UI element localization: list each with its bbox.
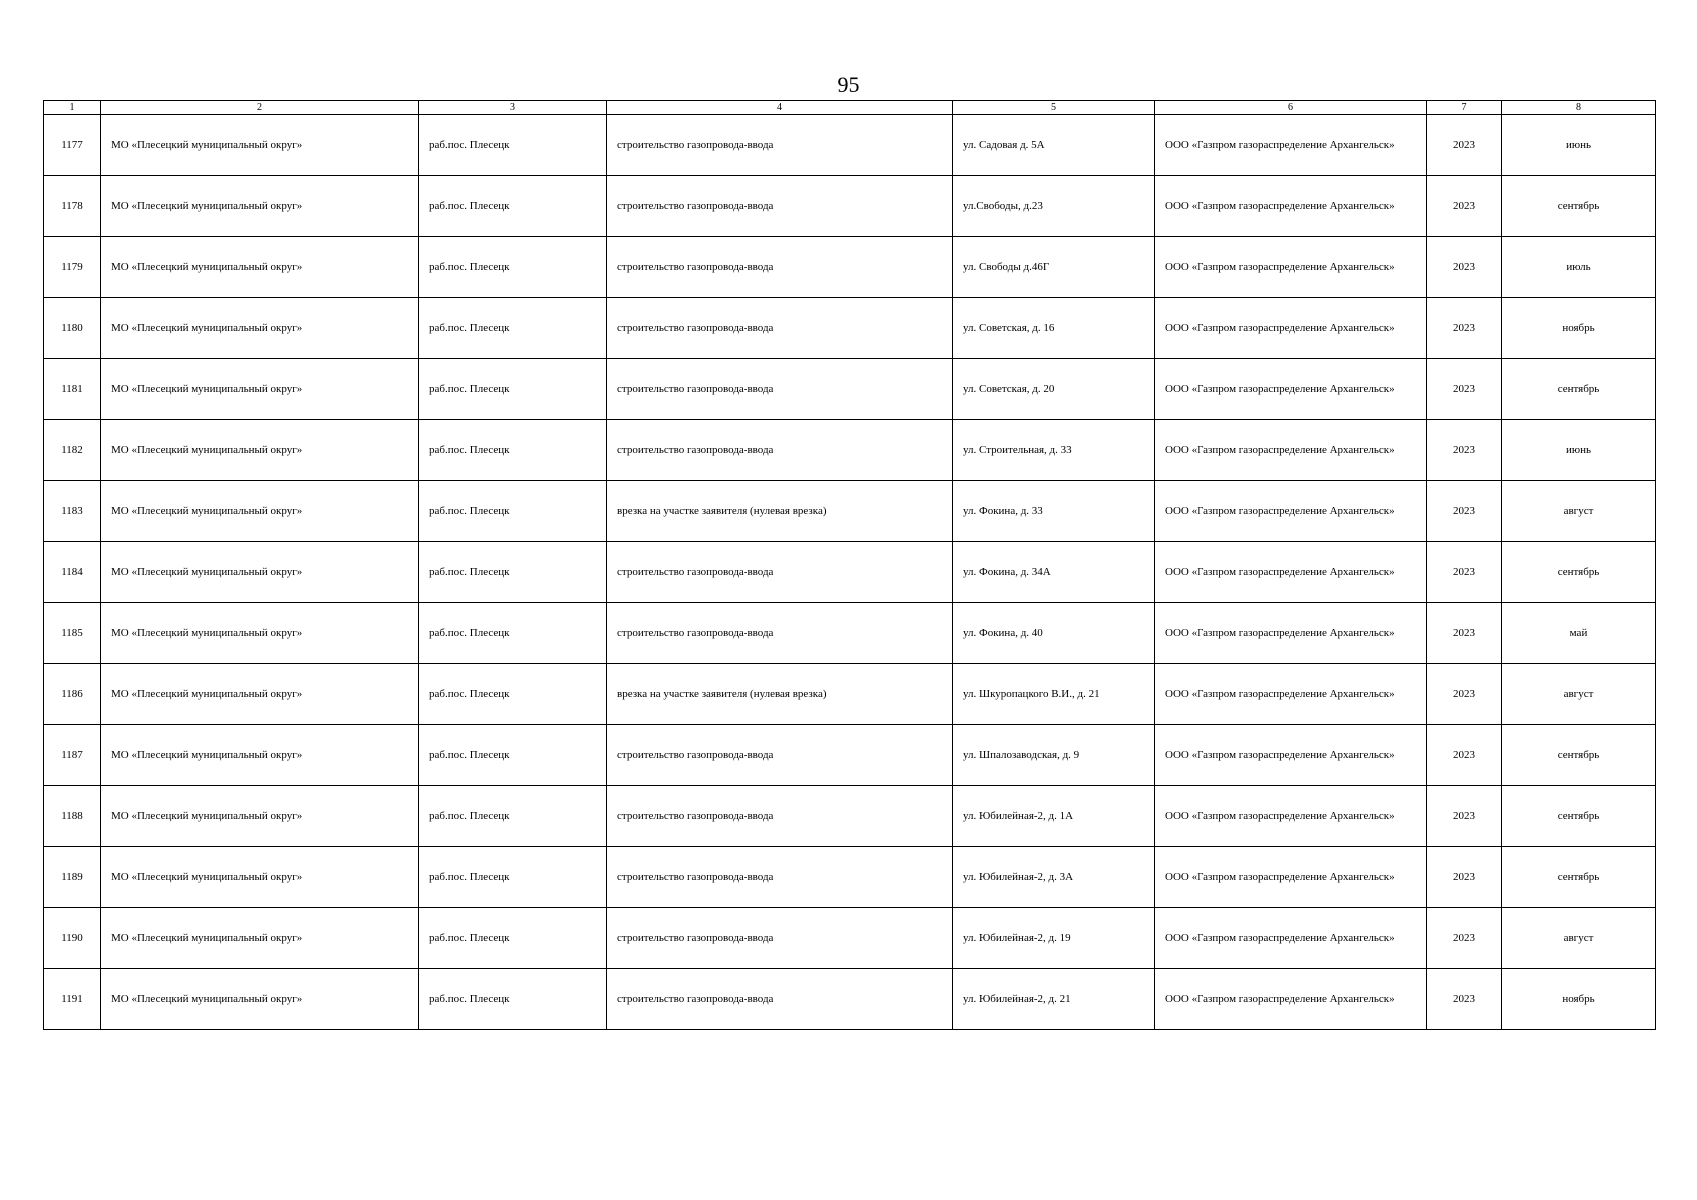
- municipality-cell: МО «Плесецкий муниципальный округ»: [101, 725, 419, 786]
- settlement-cell: раб.пос. Плесецк: [419, 725, 607, 786]
- municipality-cell: МО «Плесецкий муниципальный округ»: [101, 786, 419, 847]
- table-row: [44, 298, 1656, 359]
- work-type-cell: врезка на участке заявителя (нулевая врезка): [607, 481, 953, 542]
- address-cell: ул. Советская, д. 20: [953, 359, 1155, 420]
- table-row: [44, 176, 1656, 237]
- organization-cell: ООО «Газпром газораспределение Архангельск»: [1155, 115, 1427, 176]
- row-number-cell: 1177: [44, 115, 101, 176]
- settlement-cell: раб.пос. Плесецк: [419, 786, 607, 847]
- work-type-cell: строительство газопровода-ввода: [607, 847, 953, 908]
- row-number-cell: 1185: [44, 603, 101, 664]
- month-cell: май: [1502, 603, 1656, 664]
- table-row: [44, 359, 1656, 420]
- work-type-cell: строительство газопровода-ввода: [607, 786, 953, 847]
- table-row: [44, 115, 1656, 176]
- organization-cell: ООО «Газпром газораспределение Архангельск»: [1155, 725, 1427, 786]
- month-cell: сентябрь: [1502, 542, 1656, 603]
- column-number-header: 7: [1427, 101, 1502, 115]
- month-cell: июнь: [1502, 115, 1656, 176]
- municipality-cell: МО «Плесецкий муниципальный округ»: [101, 359, 419, 420]
- work-type-cell: строительство газопровода-ввода: [607, 237, 953, 298]
- month-cell: сентябрь: [1502, 359, 1656, 420]
- table-row: [44, 664, 1656, 725]
- month-cell: сентябрь: [1502, 847, 1656, 908]
- month-cell: август: [1502, 664, 1656, 725]
- work-type-cell: врезка на участке заявителя (нулевая врезка): [607, 664, 953, 725]
- municipality-cell: МО «Плесецкий муниципальный округ»: [101, 176, 419, 237]
- municipality-cell: МО «Плесецкий муниципальный округ»: [101, 237, 419, 298]
- row-number-cell: 1179: [44, 237, 101, 298]
- row-number-cell: 1186: [44, 664, 101, 725]
- page-number: 95: [837, 72, 860, 97]
- address-cell: ул. Шпалозаводская, д. 9: [953, 725, 1155, 786]
- column-number-header: 3: [419, 101, 607, 115]
- settlement-cell: раб.пос. Плесецк: [419, 359, 607, 420]
- organization-cell: ООО «Газпром газораспределение Архангельск»: [1155, 481, 1427, 542]
- row-number-cell: 1191: [44, 969, 101, 1030]
- month-cell: сентябрь: [1502, 176, 1656, 237]
- municipality-cell: МО «Плесецкий муниципальный округ»: [101, 908, 419, 969]
- month-cell: сентябрь: [1502, 786, 1656, 847]
- address-cell: ул. Фокина, д. 40: [953, 603, 1155, 664]
- address-cell: ул. Юбилейная-2, д. 3А: [953, 847, 1155, 908]
- row-number-cell: 1180: [44, 298, 101, 359]
- municipality-cell: МО «Плесецкий муниципальный округ»: [101, 481, 419, 542]
- month-cell: август: [1502, 908, 1656, 969]
- work-type-cell: строительство газопровода-ввода: [607, 725, 953, 786]
- year-cell: 2023: [1427, 908, 1502, 969]
- organization-cell: ООО «Газпром газораспределение Архангельск»: [1155, 664, 1427, 725]
- table-row: [44, 481, 1656, 542]
- work-type-cell: строительство газопровода-ввода: [607, 359, 953, 420]
- table-row: [44, 603, 1656, 664]
- organization-cell: ООО «Газпром газораспределение Архангельск»: [1155, 786, 1427, 847]
- row-number-cell: 1190: [44, 908, 101, 969]
- municipality-cell: МО «Плесецкий муниципальный округ»: [101, 115, 419, 176]
- work-type-cell: строительство газопровода-ввода: [607, 420, 953, 481]
- address-cell: ул. Свободы д.46Г: [953, 237, 1155, 298]
- settlement-cell: раб.пос. Плесецк: [419, 969, 607, 1030]
- settlement-cell: раб.пос. Плесецк: [419, 664, 607, 725]
- organization-cell: ООО «Газпром газораспределение Архангельск»: [1155, 847, 1427, 908]
- table-row: [44, 908, 1656, 969]
- table-row: [44, 420, 1656, 481]
- row-number-cell: 1178: [44, 176, 101, 237]
- month-cell: сентябрь: [1502, 725, 1656, 786]
- work-type-cell: строительство газопровода-ввода: [607, 603, 953, 664]
- row-number-cell: 1187: [44, 725, 101, 786]
- column-number-header: 1: [44, 101, 101, 115]
- month-cell: август: [1502, 481, 1656, 542]
- row-number-cell: 1181: [44, 359, 101, 420]
- settlement-cell: раб.пос. Плесецк: [419, 176, 607, 237]
- column-number-header: 2: [101, 101, 419, 115]
- work-type-cell: строительство газопровода-ввода: [607, 908, 953, 969]
- column-number-header: 5: [953, 101, 1155, 115]
- municipality-cell: МО «Плесецкий муниципальный округ»: [101, 969, 419, 1030]
- organization-cell: ООО «Газпром газораспределение Архангельск»: [1155, 603, 1427, 664]
- column-number-header: 6: [1155, 101, 1427, 115]
- municipality-cell: МО «Плесецкий муниципальный округ»: [101, 420, 419, 481]
- column-number-header: 4: [607, 101, 953, 115]
- year-cell: 2023: [1427, 664, 1502, 725]
- month-cell: июнь: [1502, 420, 1656, 481]
- month-cell: ноябрь: [1502, 969, 1656, 1030]
- organization-cell: ООО «Газпром газораспределение Архангельск»: [1155, 237, 1427, 298]
- organization-cell: ООО «Газпром газораспределение Архангельск»: [1155, 969, 1427, 1030]
- address-cell: ул. Советская, д. 16: [953, 298, 1155, 359]
- year-cell: 2023: [1427, 115, 1502, 176]
- settlement-cell: раб.пос. Плесецк: [419, 298, 607, 359]
- work-type-cell: строительство газопровода-ввода: [607, 115, 953, 176]
- settlement-cell: раб.пос. Плесецк: [419, 908, 607, 969]
- column-number-row: [44, 101, 1656, 115]
- row-number-cell: 1183: [44, 481, 101, 542]
- year-cell: 2023: [1427, 298, 1502, 359]
- table-row: [44, 237, 1656, 298]
- organization-cell: ООО «Газпром газораспределение Архангельск»: [1155, 359, 1427, 420]
- table-body: [44, 115, 1656, 1030]
- table-row: [44, 847, 1656, 908]
- year-cell: 2023: [1427, 725, 1502, 786]
- municipality-cell: МО «Плесецкий муниципальный округ»: [101, 847, 419, 908]
- settlement-cell: раб.пос. Плесецк: [419, 481, 607, 542]
- organization-cell: ООО «Газпром газораспределение Архангельск»: [1155, 176, 1427, 237]
- year-cell: 2023: [1427, 847, 1502, 908]
- address-cell: ул. Юбилейная-2, д. 19: [953, 908, 1155, 969]
- address-cell: ул. Фокина, д. 34А: [953, 542, 1155, 603]
- year-cell: 2023: [1427, 481, 1502, 542]
- month-cell: ноябрь: [1502, 298, 1656, 359]
- month-cell: июль: [1502, 237, 1656, 298]
- address-cell: ул. Юбилейная-2, д. 21: [953, 969, 1155, 1030]
- address-cell: ул. Строительная, д. 33: [953, 420, 1155, 481]
- work-type-cell: строительство газопровода-ввода: [607, 176, 953, 237]
- settlement-cell: раб.пос. Плесецк: [419, 420, 607, 481]
- row-number-cell: 1182: [44, 420, 101, 481]
- municipality-cell: МО «Плесецкий муниципальный округ»: [101, 298, 419, 359]
- gasification-schedule-table: [43, 100, 1656, 1030]
- year-cell: 2023: [1427, 969, 1502, 1030]
- work-type-cell: строительство газопровода-ввода: [607, 969, 953, 1030]
- year-cell: 2023: [1427, 603, 1502, 664]
- work-type-cell: строительство газопровода-ввода: [607, 542, 953, 603]
- work-type-cell: строительство газопровода-ввода: [607, 298, 953, 359]
- settlement-cell: раб.пос. Плесецк: [419, 603, 607, 664]
- municipality-cell: МО «Плесецкий муниципальный округ»: [101, 542, 419, 603]
- row-number-cell: 1184: [44, 542, 101, 603]
- address-cell: ул. Садовая д. 5А: [953, 115, 1155, 176]
- row-number-cell: 1188: [44, 786, 101, 847]
- municipality-cell: МО «Плесецкий муниципальный округ»: [101, 603, 419, 664]
- table-row: [44, 786, 1656, 847]
- year-cell: 2023: [1427, 420, 1502, 481]
- settlement-cell: раб.пос. Плесецк: [419, 542, 607, 603]
- address-cell: ул. Юбилейная-2, д. 1А: [953, 786, 1155, 847]
- organization-cell: ООО «Газпром газораспределение Архангельск»: [1155, 908, 1427, 969]
- table-row: [44, 725, 1656, 786]
- address-cell: ул. Фокина, д. 33: [953, 481, 1155, 542]
- settlement-cell: раб.пос. Плесецк: [419, 847, 607, 908]
- organization-cell: ООО «Газпром газораспределение Архангельск»: [1155, 542, 1427, 603]
- column-number-header: 8: [1502, 101, 1656, 115]
- organization-cell: ООО «Газпром газораспределение Архангельск»: [1155, 298, 1427, 359]
- address-cell: ул. Шкуропацкого В.И., д. 21: [953, 664, 1155, 725]
- year-cell: 2023: [1427, 542, 1502, 603]
- address-cell: ул.Свободы, д.23: [953, 176, 1155, 237]
- table-row: [44, 542, 1656, 603]
- year-cell: 2023: [1427, 176, 1502, 237]
- year-cell: 2023: [1427, 237, 1502, 298]
- organization-cell: ООО «Газпром газораспределение Архангельск»: [1155, 420, 1427, 481]
- settlement-cell: раб.пос. Плесецк: [419, 115, 607, 176]
- table-row: [44, 969, 1656, 1030]
- municipality-cell: МО «Плесецкий муниципальный округ»: [101, 664, 419, 725]
- settlement-cell: раб.пос. Плесецк: [419, 237, 607, 298]
- row-number-cell: 1189: [44, 847, 101, 908]
- year-cell: 2023: [1427, 786, 1502, 847]
- year-cell: 2023: [1427, 359, 1502, 420]
